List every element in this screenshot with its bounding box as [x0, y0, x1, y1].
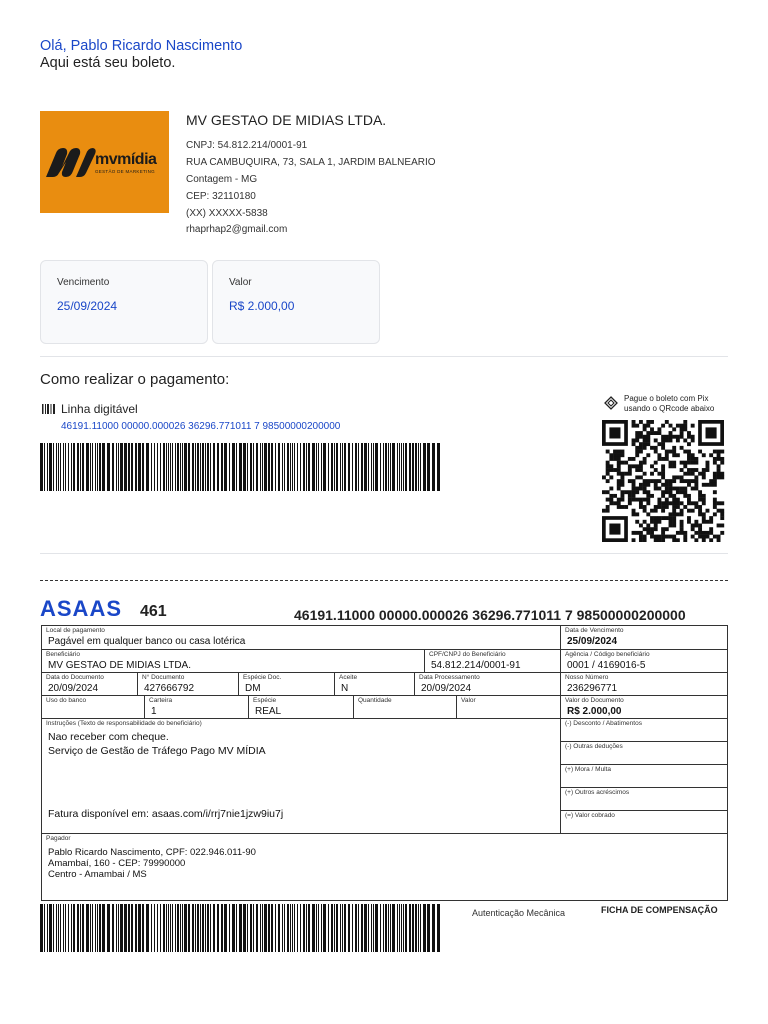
num-documento-cell — [138, 673, 239, 696]
valor-cell — [457, 696, 561, 719]
logo-text: mvmídia — [95, 151, 157, 168]
desconto-cell — [561, 719, 728, 742]
agencia-cell — [561, 650, 728, 673]
data-vencimento-value: 25/09/2024 — [567, 636, 618, 647]
pix-instructions: Pague o boleto com Pix usando o QRcode abaixo — [624, 394, 715, 413]
aceite-value: N — [341, 683, 349, 694]
especie-label: Espécie — [253, 697, 277, 704]
carteira-value: 1 — [151, 706, 157, 717]
agencia-value: 0001 / 4169016-5 — [567, 660, 646, 671]
pagador-label: Pagador — [46, 835, 71, 842]
instrucao-2: Serviço de Gestão de Tráfego Pago MV MÍDIA — [48, 745, 266, 757]
data-processamento-label: Data Processamento — [419, 674, 480, 681]
local-pagamento-cell — [42, 626, 561, 650]
linha-digitavel-code[interactable]: 46191.11000 00000.000026 36296.771011 7 98500000200000 — [61, 421, 341, 432]
pagador-cell — [42, 834, 728, 901]
quantidade-cell — [354, 696, 457, 719]
due-date-label: Vencimento — [57, 277, 110, 288]
mora-multa-label: (+) Mora / Multa — [565, 766, 612, 773]
amount-card — [212, 260, 380, 344]
data-vencimento-label: Data de Vencimento — [565, 627, 624, 634]
company-phone: (XX) XXXXX-5838 — [186, 208, 268, 219]
especie-value: REAL — [255, 706, 282, 717]
uso-banco-label: Uso do banco — [46, 697, 87, 704]
valor-documento-cell — [561, 696, 728, 719]
logo-tagline: GESTÃO DE MARKETING — [95, 169, 155, 174]
outras-deducoes-label: (-) Outras deduções — [565, 743, 623, 750]
num-documento-label: N° Documento — [142, 674, 185, 681]
uso-banco-cell — [42, 696, 145, 719]
data-documento-cell — [42, 673, 138, 696]
barcode-icon — [42, 404, 56, 414]
company-address: RUA CAMBUQUIRA, 73, SALA 1, JARDIM BALNEARIO — [186, 157, 436, 168]
due-date-value: 25/09/2024 — [57, 299, 118, 313]
valor-cobrado-label: (=) Valor cobrado — [565, 812, 615, 819]
bank-logo: ASAAS — [40, 596, 123, 621]
especie-doc-value: DM — [245, 683, 261, 694]
pagador-line-1: Pablo Ricardo Nascimento, CPF: 022.946.011-90 — [48, 847, 256, 858]
quantidade-label: Quantidade — [358, 697, 392, 704]
instrucoes-label: Instruções (Texto de responsabilidade do beneficiário) — [46, 720, 202, 727]
company-cnpj: CNPJ: 54.812.214/0001-91 — [186, 140, 308, 151]
linha-digitavel-label: Linha digitável — [61, 402, 138, 416]
mora-multa-cell — [561, 765, 728, 788]
company-city: Contagem - MG — [186, 174, 258, 185]
ficha-linha-digitavel: 46191.11000 00000.000026 36296.771011 7 98500000200000 — [294, 607, 686, 623]
barcode-bottom — [40, 904, 444, 952]
nosso-numero-value: 236296771 — [567, 683, 618, 694]
cpf-beneficiario-cell — [425, 650, 561, 673]
carteira-label: Carteira — [149, 697, 173, 704]
valor-documento-value: R$ 2.000,00 — [567, 706, 622, 717]
autenticacao-mecanica: Autenticação Mecânica — [472, 908, 566, 918]
nosso-numero-label: Nosso Número — [565, 674, 609, 681]
bank-code: 461 — [140, 603, 167, 620]
data-processamento-cell — [415, 673, 561, 696]
cut-line — [40, 580, 728, 581]
especie-cell — [249, 696, 354, 719]
outros-acrescimos-cell — [561, 788, 728, 811]
local-pagamento-label: Local de pagamento — [46, 627, 105, 634]
company-name: MV GESTAO DE MIDIAS LTDA. — [186, 112, 387, 128]
divider — [40, 356, 728, 357]
due-date-card — [40, 260, 208, 344]
data-processamento-value: 20/09/2024 — [421, 683, 472, 694]
pix-qrcode — [598, 420, 728, 542]
desconto-label: (-) Desconto / Abatimentos — [565, 720, 642, 727]
company-cep: CEP: 32110180 — [186, 191, 256, 202]
amount-value: R$ 2.000,00 — [229, 299, 295, 313]
cpf-beneficiario-value: 54.812.214/0001-91 — [431, 660, 521, 671]
company-email: rhaprhap2@gmail.com — [186, 224, 288, 235]
outros-acrescimos-label: (+) Outros acréscimos — [565, 789, 630, 796]
aceite-cell — [335, 673, 415, 696]
outras-deducoes-cell — [561, 742, 728, 765]
ficha-compensacao-table — [41, 625, 728, 901]
company-logo — [40, 111, 169, 213]
instrucao-3: Fatura disponível em: asaas.com/i/rrj7nie1jzw9iu7j — [48, 808, 284, 820]
valor-cobrado-cell — [561, 811, 728, 834]
valor-documento-label: Valor do Documento — [565, 697, 624, 704]
pagador-line-2: Amambaí, 160 - CEP: 79990000 — [48, 858, 186, 869]
cpf-beneficiario-label: CPF/CNPJ do Beneficiário — [429, 651, 506, 658]
payment-heading: Como realizar o pagamento: — [40, 371, 230, 388]
greeting-title: Olá, Pablo Ricardo Nascimento — [40, 38, 243, 54]
especie-doc-label: Espécie Doc. — [243, 674, 282, 681]
data-documento-value: 20/09/2024 — [48, 683, 99, 694]
instrucao-1: Nao receber com cheque. — [48, 731, 169, 743]
num-documento-value: 427666792 — [144, 683, 195, 694]
data-documento-label: Data do Documento — [46, 674, 104, 681]
local-pagamento-value: Pagável em qualquer banco ou casa lotérica — [48, 636, 246, 647]
pix-icon — [604, 396, 618, 410]
agencia-label: Agência / Código beneficiário — [565, 651, 650, 658]
instrucoes-cell — [42, 719, 561, 834]
greeting-subtitle: Aqui está seu boleto. — [40, 55, 176, 71]
amount-label: Valor — [229, 277, 252, 288]
aceite-label: Aceite — [339, 674, 358, 681]
beneficiario-value: MV GESTAO DE MIDIAS LTDA. — [48, 660, 191, 671]
divider-2 — [40, 553, 728, 554]
especie-doc-cell — [239, 673, 335, 696]
beneficiario-cell — [42, 650, 425, 673]
barcode-top — [40, 443, 444, 491]
ficha-compensacao-label: FICHA DE COMPENSAÇÃO — [601, 905, 718, 915]
carteira-cell — [145, 696, 249, 719]
nosso-numero-cell — [561, 673, 728, 696]
beneficiario-label: Beneficiário — [46, 651, 80, 658]
pagador-line-3: Centro - Amambai / MS — [48, 869, 147, 880]
data-vencimento-cell — [561, 626, 728, 650]
valor-label: Valor — [461, 697, 476, 704]
